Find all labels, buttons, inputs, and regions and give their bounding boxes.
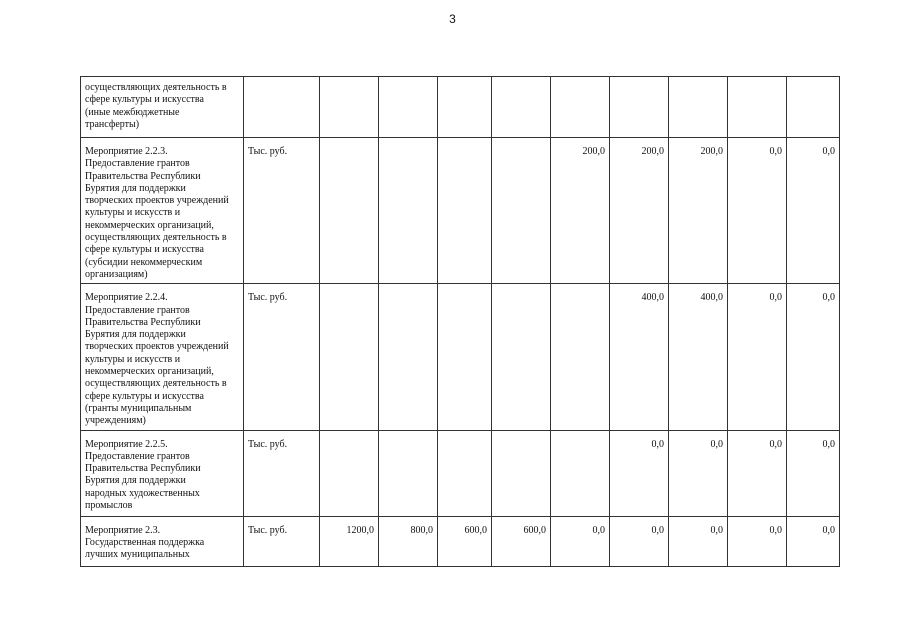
value-cell: 600,0 <box>492 516 551 566</box>
value-cell <box>492 77 551 138</box>
value-cell <box>320 430 379 516</box>
value-cell <box>551 77 610 138</box>
value-cell <box>438 77 492 138</box>
row-unit: Тыс. руб. <box>244 138 320 284</box>
table-row <box>81 284 840 430</box>
table-row <box>81 138 840 284</box>
value-cell <box>438 284 492 430</box>
value-cell <box>379 138 438 284</box>
value-cell: 200,0 <box>551 138 610 284</box>
value-cell <box>551 430 610 516</box>
row-description: Мероприятие 2.2.5. Предоставление грантов Правительства Республики Бурятия для поддержки народных художественных промыслов <box>81 430 244 516</box>
value-cell: 0,0 <box>787 516 840 566</box>
value-cell: 0,0 <box>669 516 728 566</box>
value-cell <box>438 138 492 284</box>
value-cell <box>492 430 551 516</box>
value-cell <box>379 77 438 138</box>
value-cell: 0,0 <box>728 138 787 284</box>
value-cell <box>379 284 438 430</box>
row-description: Мероприятие 2.2.3. Предоставление грантов Правительства Республики Бурятия для поддержки творческих проектов учреждений культуры и искусств и некоммерческих организаций, осуществляющих деятельность в сфере культуры и искусства (субсидии некоммерческим организациям) <box>81 138 244 284</box>
value-cell <box>379 430 438 516</box>
value-cell <box>438 430 492 516</box>
value-cell: 0,0 <box>728 284 787 430</box>
value-cell: 0,0 <box>669 430 728 516</box>
value-cell: 200,0 <box>669 138 728 284</box>
value-cell: 600,0 <box>438 516 492 566</box>
row-description: Мероприятие 2.3. Государственная поддержка лучших муниципальных <box>81 516 244 566</box>
value-cell <box>669 77 728 138</box>
value-cell <box>492 138 551 284</box>
value-cell <box>492 284 551 430</box>
value-cell: 0,0 <box>787 284 840 430</box>
value-cell: 400,0 <box>610 284 669 430</box>
row-unit: Тыс. руб. <box>244 516 320 566</box>
value-cell <box>728 77 787 138</box>
value-cell: 0,0 <box>728 516 787 566</box>
value-cell: 0,0 <box>610 430 669 516</box>
value-cell <box>610 77 669 138</box>
row-description: Мероприятие 2.2.4. Предоставление грантов Правительства Республики Бурятия для поддержки творческих проектов учреждений культуры и искусств и некоммерческих организаций, осуществляющих деятельность в сфере культуры и искусства (гранты муниципальным учреждениям) <box>81 284 244 430</box>
value-cell <box>320 284 379 430</box>
value-cell: 800,0 <box>379 516 438 566</box>
value-cell <box>787 77 840 138</box>
row-unit: Тыс. руб. <box>244 284 320 430</box>
budget-table <box>80 76 840 567</box>
value-cell: 0,0 <box>787 430 840 516</box>
value-cell: 0,0 <box>787 138 840 284</box>
row-unit: Тыс. руб. <box>244 430 320 516</box>
value-cell: 200,0 <box>610 138 669 284</box>
value-cell <box>320 138 379 284</box>
value-cell <box>320 77 379 138</box>
value-cell <box>551 284 610 430</box>
value-cell: 0,0 <box>728 430 787 516</box>
table-row <box>81 77 840 138</box>
value-cell: 0,0 <box>610 516 669 566</box>
row-description: осуществляющих деятельность в сфере культуры и искусства (иные межбюджетные трансферты) <box>81 77 244 138</box>
value-cell: 400,0 <box>669 284 728 430</box>
table-row <box>81 516 840 566</box>
value-cell: 0,0 <box>551 516 610 566</box>
row-unit <box>244 77 320 138</box>
table-row <box>81 430 840 516</box>
page-number: 3 <box>449 12 456 26</box>
value-cell: 1200,0 <box>320 516 379 566</box>
